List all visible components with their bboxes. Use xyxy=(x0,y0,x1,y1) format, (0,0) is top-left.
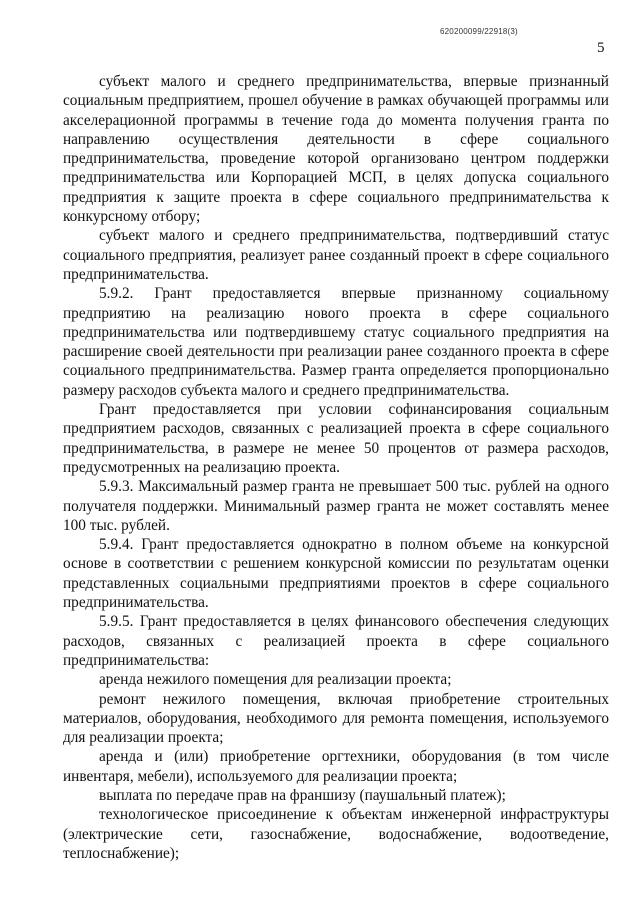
list-item: аренда нежилого помещения для реализации проекта; xyxy=(99,671,452,689)
list-item: технологическое присоединение к объектам инженерной инфраструктуры (электрические сети, газоснабжение, водоснабжение, водоотведение, теплоснабжение); xyxy=(63,806,609,862)
list-item: аренда и (или) приобретение оргтехники, оборудования (в том числе инвентаря, мебели), используемого для реализации проекта; xyxy=(63,748,609,785)
paragraph: 5.9.2. Грант предоставляется впервые признанному социальному предприятию на реализацию нового проекта в сфере социального предпринимательства или подтвердившему статус социального предприятия на расширение своей деятельности при реализации ранее созданного проекта в сфере социального предпринимательства. Размер гранта определяется пропорционально размеру расходов субъекта малого и среднего предпринимательства. xyxy=(63,285,609,399)
list-item: выплата по передаче прав на франшизу (паушальный платеж); xyxy=(99,786,506,804)
page-number: 5 xyxy=(597,40,605,56)
paragraph: Грант предоставляется при условии софинансирования социальным предприятием расходов, связанных с реализацией проекта в сфере социального предпринимательства, в размере не менее 50 процентов от размера расходов, предусмотренных на реализацию проекта. xyxy=(63,401,609,476)
paragraph: 5.9.4. Грант предоставляется однократно в полном объеме на конкурсной основе в соответствии с решением конкурсной комиссии по результатам оценки представленных социальными предприятиями проектов в сфере социального предпринимательства. xyxy=(63,536,609,612)
paragraph: 5.9.5. Грант предоставляется в целях финансового обеспечения следующих расходов, связанных с реализацией проекта в сфере социального предпринимательства: xyxy=(63,613,609,669)
paragraph: субъект малого и среднего предпринимательства, впервые признанный социальным предприятием, прошел обучение в рамках обучающей программы или акселерационной программы в течение года до момента получения гранта по направлению осуществления деятельности в сфере социального предпринимательства, проведение которой организовано центром поддержки предпринимательства или Корпорацией МСП, в целях допуска социального предприятия к защите проекта в сфере социального предпринимательства к конкурсному отбору; xyxy=(63,73,609,226)
document-code: 620200099/22918(3) xyxy=(440,27,518,36)
paragraph: 5.9.3. Максимальный размер гранта не превышает 500 тыс. рублей на одного получателя поддержки. Минимальный размер гранта не может составлять менее 100 тыс. рублей. xyxy=(63,478,609,534)
list-item: ремонт нежилого помещения, включая приобретение строительных материалов, оборудования, необходимого для ремонта помещения, используемого для реализации проекта; xyxy=(63,690,609,747)
paragraph: субъект малого и среднего предпринимательства, подтвердивший статус социального предприятия, реализует ранее созданный проект в сфере социального предпринимательства. xyxy=(63,227,609,283)
document-body xyxy=(63,72,609,863)
